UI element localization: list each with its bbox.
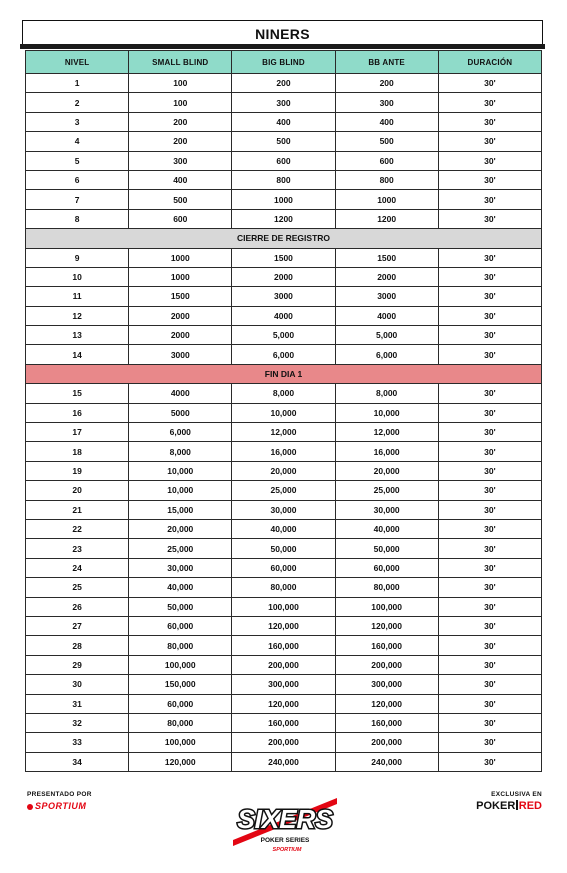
cell-big-blind: 80,000 <box>232 578 335 597</box>
cell-duracion: 30' <box>438 519 541 538</box>
exclusive-block <box>476 791 542 812</box>
cell-nivel: 31 <box>26 694 129 713</box>
cell-small-blind: 2000 <box>129 326 232 345</box>
cell-duracion: 30' <box>438 481 541 500</box>
cell-nivel: 17 <box>26 423 129 442</box>
cell-small-blind: 4000 <box>129 384 232 403</box>
cell-duracion: 30' <box>438 616 541 635</box>
table-row <box>26 461 542 480</box>
cell-nivel: 3 <box>26 112 129 131</box>
cell-small-blind: 60,000 <box>129 694 232 713</box>
cell-duracion: 30' <box>438 500 541 519</box>
cell-duracion: 30' <box>438 170 541 189</box>
cell-duracion: 30' <box>438 423 541 442</box>
cell-nivel: 6 <box>26 170 129 189</box>
cell-duracion: 30' <box>438 248 541 267</box>
cell-small-blind: 80,000 <box>129 713 232 732</box>
cell-big-blind: 40,000 <box>232 519 335 538</box>
cell-small-blind: 600 <box>129 209 232 228</box>
cell-nivel: 34 <box>26 752 129 771</box>
cell-bb-ante: 1200 <box>335 209 438 228</box>
cell-big-blind: 2000 <box>232 267 335 286</box>
pokerred-divider <box>516 800 518 810</box>
cell-small-blind: 5000 <box>129 403 232 422</box>
cell-small-blind: 150,000 <box>129 675 232 694</box>
cell-small-blind: 2000 <box>129 306 232 325</box>
table-row <box>26 345 542 364</box>
cell-nivel: 8 <box>26 209 129 228</box>
sportium-text: SPORTIUM <box>35 801 87 811</box>
cell-bb-ante: 1000 <box>335 190 438 209</box>
cell-bb-ante: 5,000 <box>335 326 438 345</box>
column-header-nivel: NIVEL <box>26 51 129 74</box>
separator-label: FIN DIA 1 <box>26 364 542 383</box>
table-body <box>26 74 542 772</box>
cell-duracion: 30' <box>438 752 541 771</box>
cell-nivel: 32 <box>26 713 129 732</box>
cell-bb-ante: 10,000 <box>335 403 438 422</box>
cell-big-blind: 160,000 <box>232 713 335 732</box>
table-row <box>26 287 542 306</box>
cell-duracion: 30' <box>438 209 541 228</box>
table-row <box>26 306 542 325</box>
cell-big-blind: 500 <box>232 132 335 151</box>
cell-small-blind: 200 <box>129 112 232 131</box>
table-header-row <box>26 51 542 74</box>
cell-duracion: 30' <box>438 132 541 151</box>
pokerred-left: POKER <box>476 800 516 812</box>
cell-small-blind: 8,000 <box>129 442 232 461</box>
logo-title: SIXERS <box>237 804 333 834</box>
cell-bb-ante: 12,000 <box>335 423 438 442</box>
table-row <box>26 558 542 577</box>
cell-small-blind: 500 <box>129 190 232 209</box>
cell-bb-ante: 300,000 <box>335 675 438 694</box>
cell-small-blind: 120,000 <box>129 752 232 771</box>
table-row <box>26 481 542 500</box>
cell-small-blind: 80,000 <box>129 636 232 655</box>
cell-duracion: 30' <box>438 461 541 480</box>
cell-duracion: 30' <box>438 713 541 732</box>
cell-bb-ante: 3000 <box>335 287 438 306</box>
cell-small-blind: 3000 <box>129 345 232 364</box>
cell-small-blind: 100 <box>129 74 232 93</box>
cell-small-blind: 15,000 <box>129 500 232 519</box>
cell-nivel: 11 <box>26 287 129 306</box>
table-row <box>26 578 542 597</box>
cell-small-blind: 300 <box>129 151 232 170</box>
table-row <box>26 384 542 403</box>
cell-bb-ante: 6,000 <box>335 345 438 364</box>
cell-bb-ante: 8,000 <box>335 384 438 403</box>
cell-big-blind: 200,000 <box>232 733 335 752</box>
cell-small-blind: 10,000 <box>129 461 232 480</box>
column-header-small-blind: SMALL BLIND <box>129 51 232 74</box>
cell-duracion: 30' <box>438 345 541 364</box>
table-row <box>26 616 542 635</box>
cell-small-blind: 200 <box>129 132 232 151</box>
cell-bb-ante: 600 <box>335 151 438 170</box>
cell-nivel: 10 <box>26 267 129 286</box>
table-row <box>26 326 542 345</box>
cell-big-blind: 1000 <box>232 190 335 209</box>
cell-big-blind: 120,000 <box>232 616 335 635</box>
blind-structure-table <box>25 50 542 772</box>
cell-small-blind: 20,000 <box>129 519 232 538</box>
table-row <box>26 519 542 538</box>
cell-big-blind: 25,000 <box>232 481 335 500</box>
cell-nivel: 25 <box>26 578 129 597</box>
cell-big-blind: 20,000 <box>232 461 335 480</box>
cell-nivel: 4 <box>26 132 129 151</box>
cell-bb-ante: 40,000 <box>335 519 438 538</box>
cell-nivel: 26 <box>26 597 129 616</box>
cell-nivel: 13 <box>26 326 129 345</box>
cell-bb-ante: 4000 <box>335 306 438 325</box>
title-underline <box>20 44 545 49</box>
cell-duracion: 30' <box>438 93 541 112</box>
registration-close-row <box>26 229 542 248</box>
cell-big-blind: 800 <box>232 170 335 189</box>
cell-big-blind: 5,000 <box>232 326 335 345</box>
cell-nivel: 19 <box>26 461 129 480</box>
separator-label: CIERRE DE REGISTRO <box>26 229 542 248</box>
cell-bb-ante: 200,000 <box>335 655 438 674</box>
cell-big-blind: 100,000 <box>232 597 335 616</box>
cell-bb-ante: 20,000 <box>335 461 438 480</box>
cell-duracion: 30' <box>438 694 541 713</box>
cell-duracion: 30' <box>438 384 541 403</box>
cell-nivel: 18 <box>26 442 129 461</box>
table-row <box>26 151 542 170</box>
cell-nivel: 30 <box>26 675 129 694</box>
cell-small-blind: 6,000 <box>129 423 232 442</box>
cell-nivel: 16 <box>26 403 129 422</box>
cell-big-blind: 200 <box>232 74 335 93</box>
table-row <box>26 170 542 189</box>
cell-big-blind: 30,000 <box>232 500 335 519</box>
cell-nivel: 23 <box>26 539 129 558</box>
cell-duracion: 30' <box>438 539 541 558</box>
cell-bb-ante: 160,000 <box>335 713 438 732</box>
logo-sponsor: SPORTIUM <box>272 847 302 853</box>
cell-duracion: 30' <box>438 403 541 422</box>
table-row <box>26 209 542 228</box>
table-row <box>26 74 542 93</box>
cell-small-blind: 1000 <box>129 248 232 267</box>
cell-nivel: 12 <box>26 306 129 325</box>
cell-bb-ante: 160,000 <box>335 636 438 655</box>
cell-bb-ante: 60,000 <box>335 558 438 577</box>
table-row <box>26 423 542 442</box>
presented-by-block <box>27 791 92 811</box>
column-header-duracion: DURACIÓN <box>438 51 541 74</box>
cell-small-blind: 50,000 <box>129 597 232 616</box>
cell-small-blind: 60,000 <box>129 616 232 635</box>
cell-big-blind: 50,000 <box>232 539 335 558</box>
cell-small-blind: 1500 <box>129 287 232 306</box>
cell-nivel: 15 <box>26 384 129 403</box>
cell-big-blind: 4000 <box>232 306 335 325</box>
cell-duracion: 30' <box>438 733 541 752</box>
table-row <box>26 655 542 674</box>
cell-small-blind: 1000 <box>129 267 232 286</box>
cell-bb-ante: 120,000 <box>335 694 438 713</box>
cell-nivel: 5 <box>26 151 129 170</box>
cell-duracion: 30' <box>438 326 541 345</box>
cell-bb-ante: 2000 <box>335 267 438 286</box>
cell-nivel: 22 <box>26 519 129 538</box>
cell-big-blind: 300,000 <box>232 675 335 694</box>
cell-small-blind: 25,000 <box>129 539 232 558</box>
cell-nivel: 29 <box>26 655 129 674</box>
cell-duracion: 30' <box>438 151 541 170</box>
column-header-bb-ante: BB ANTE <box>335 51 438 74</box>
cell-bb-ante: 30,000 <box>335 500 438 519</box>
cell-big-blind: 1200 <box>232 209 335 228</box>
cell-small-blind: 100 <box>129 93 232 112</box>
column-header-big-blind: BIG BLIND <box>232 51 335 74</box>
cell-nivel: 2 <box>26 93 129 112</box>
sportium-dot-icon <box>27 804 33 810</box>
table-row <box>26 636 542 655</box>
cell-big-blind: 3000 <box>232 287 335 306</box>
cell-small-blind: 30,000 <box>129 558 232 577</box>
table-row <box>26 112 542 131</box>
cell-big-blind: 60,000 <box>232 558 335 577</box>
cell-bb-ante: 200,000 <box>335 733 438 752</box>
cell-nivel: 27 <box>26 616 129 635</box>
cell-duracion: 30' <box>438 74 541 93</box>
cell-nivel: 21 <box>26 500 129 519</box>
table-row <box>26 132 542 151</box>
cell-nivel: 9 <box>26 248 129 267</box>
cell-small-blind: 100,000 <box>129 733 232 752</box>
cell-big-blind: 8,000 <box>232 384 335 403</box>
cell-small-blind: 40,000 <box>129 578 232 597</box>
cell-small-blind: 10,000 <box>129 481 232 500</box>
cell-nivel: 24 <box>26 558 129 577</box>
pokerred-right: RED <box>518 800 542 812</box>
table-row <box>26 267 542 286</box>
cell-big-blind: 600 <box>232 151 335 170</box>
cell-small-blind: 100,000 <box>129 655 232 674</box>
cell-duracion: 30' <box>438 636 541 655</box>
cell-nivel: 7 <box>26 190 129 209</box>
table-row <box>26 597 542 616</box>
cell-big-blind: 400 <box>232 112 335 131</box>
table-row <box>26 752 542 771</box>
cell-duracion: 30' <box>438 655 541 674</box>
cell-bb-ante: 25,000 <box>335 481 438 500</box>
cell-bb-ante: 200 <box>335 74 438 93</box>
cell-big-blind: 300 <box>232 93 335 112</box>
cell-big-blind: 6,000 <box>232 345 335 364</box>
table-row <box>26 403 542 422</box>
cell-bb-ante: 500 <box>335 132 438 151</box>
cell-nivel: 33 <box>26 733 129 752</box>
cell-small-blind: 400 <box>129 170 232 189</box>
cell-bb-ante: 120,000 <box>335 616 438 635</box>
cell-bb-ante: 100,000 <box>335 597 438 616</box>
cell-big-blind: 200,000 <box>232 655 335 674</box>
cell-duracion: 30' <box>438 190 541 209</box>
table-row <box>26 248 542 267</box>
cell-bb-ante: 80,000 <box>335 578 438 597</box>
page-title: NINERS <box>22 20 543 46</box>
cell-nivel: 20 <box>26 481 129 500</box>
cell-big-blind: 160,000 <box>232 636 335 655</box>
cell-duracion: 30' <box>438 306 541 325</box>
table-row <box>26 93 542 112</box>
cell-nivel: 1 <box>26 74 129 93</box>
sportium-logo <box>27 801 92 811</box>
cell-bb-ante: 800 <box>335 170 438 189</box>
table-row <box>26 675 542 694</box>
cell-big-blind: 10,000 <box>232 403 335 422</box>
cell-bb-ante: 300 <box>335 93 438 112</box>
cell-bb-ante: 50,000 <box>335 539 438 558</box>
table-row <box>26 442 542 461</box>
cell-duracion: 30' <box>438 597 541 616</box>
cell-nivel: 28 <box>26 636 129 655</box>
cell-nivel: 14 <box>26 345 129 364</box>
table-row <box>26 500 542 519</box>
cell-duracion: 30' <box>438 675 541 694</box>
cell-big-blind: 12,000 <box>232 423 335 442</box>
table-row <box>26 694 542 713</box>
cell-duracion: 30' <box>438 267 541 286</box>
cell-duracion: 30' <box>438 578 541 597</box>
logo-subtitle: POKER SERIES <box>260 837 310 844</box>
table-row <box>26 713 542 732</box>
cell-bb-ante: 16,000 <box>335 442 438 461</box>
cell-duracion: 30' <box>438 442 541 461</box>
cell-duracion: 30' <box>438 558 541 577</box>
sixers-logo <box>225 790 345 860</box>
cell-big-blind: 1500 <box>232 248 335 267</box>
cell-bb-ante: 400 <box>335 112 438 131</box>
pokerred-logo <box>476 800 542 812</box>
cell-big-blind: 120,000 <box>232 694 335 713</box>
exclusive-label: EXCLUSIVA EN <box>491 791 542 798</box>
cell-bb-ante: 240,000 <box>335 752 438 771</box>
cell-duracion: 30' <box>438 112 541 131</box>
cell-duracion: 30' <box>438 287 541 306</box>
table-row <box>26 733 542 752</box>
end-of-day-row <box>26 364 542 383</box>
cell-big-blind: 240,000 <box>232 752 335 771</box>
table-row <box>26 539 542 558</box>
cell-big-blind: 16,000 <box>232 442 335 461</box>
cell-bb-ante: 1500 <box>335 248 438 267</box>
table-row <box>26 190 542 209</box>
presented-by-label: PRESENTADO POR <box>27 791 92 798</box>
